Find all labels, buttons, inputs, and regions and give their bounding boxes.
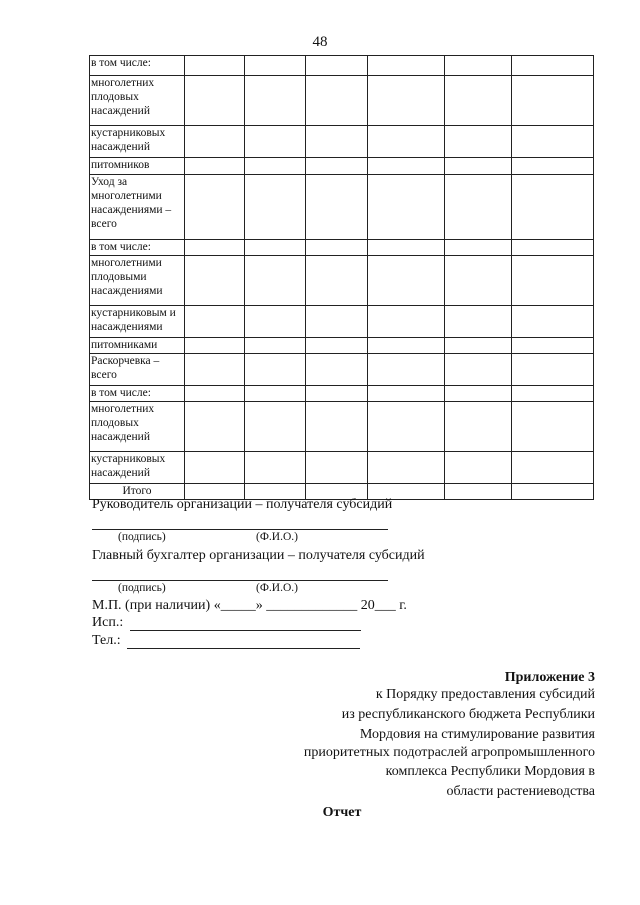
table-cell: [306, 240, 368, 256]
table-cell: [368, 158, 445, 175]
table-row: [90, 126, 594, 158]
head-sign-caption: (подпись): [118, 531, 166, 543]
executor-label: Исп.:: [92, 615, 124, 630]
row-label: Уход за многолетними насаждениями – всего: [90, 175, 185, 240]
table-cell: [306, 338, 368, 354]
table-cell: [245, 306, 306, 338]
row-label: Итого: [90, 484, 185, 500]
table-cell: [306, 76, 368, 126]
table-cell: [512, 452, 594, 484]
table-cell: [368, 452, 445, 484]
table-cell: [512, 126, 594, 158]
table-cell: [245, 126, 306, 158]
table-row: [90, 175, 594, 240]
table-cell: [368, 76, 445, 126]
phone-line: [127, 648, 360, 649]
appendix-line: области растениеводства: [446, 784, 595, 799]
table-cell: [512, 354, 594, 386]
table-row: [90, 452, 594, 484]
table-cell: [306, 354, 368, 386]
table-cell: [245, 76, 306, 126]
table-cell: [512, 56, 594, 76]
table-cell: [445, 354, 512, 386]
table-cell: [445, 240, 512, 256]
row-label: питомниками: [90, 338, 185, 354]
table-cell: [185, 175, 245, 240]
table-cell: [306, 256, 368, 306]
row-label: Раскорчевка – всего: [90, 354, 185, 386]
report-title: Отчет: [322, 805, 362, 820]
row-label: в том числе:: [90, 240, 185, 256]
table-cell: [445, 256, 512, 306]
table-row: [90, 76, 594, 126]
table-cell: [245, 158, 306, 175]
accountant-signature-label: Главный бухгалтер организации – получателя субсидий: [92, 548, 425, 563]
table-cell: [368, 354, 445, 386]
table-cell: [512, 386, 594, 402]
table-cell: [245, 402, 306, 452]
accountant-sign-caption: (подпись): [118, 582, 166, 594]
table-cell: [306, 126, 368, 158]
table-row: [90, 402, 594, 452]
table-row: [90, 386, 594, 402]
appendix-line: приоритетных подотраслей агропромышленного: [303, 745, 595, 760]
table-row: [90, 56, 594, 76]
table-cell: [306, 175, 368, 240]
appendix-line: комплекса Республики Мордовия в: [385, 764, 595, 779]
table-row: [90, 338, 594, 354]
table-cell: [185, 76, 245, 126]
appendix-line: к Порядку предоставления субсидий: [375, 687, 595, 702]
table-cell: [185, 240, 245, 256]
table-cell: [445, 338, 512, 354]
table-cell: [368, 126, 445, 158]
table-cell: [512, 256, 594, 306]
table-row: [90, 306, 594, 338]
table-cell: [445, 175, 512, 240]
row-label: питомников: [90, 158, 185, 175]
table-cell: [368, 175, 445, 240]
row-label: кустарниковых насаждений: [90, 126, 185, 158]
phone-label: Тел.:: [92, 633, 121, 648]
table-cell: [185, 338, 245, 354]
row-label: многолетними плодовыми насаждениями: [90, 256, 185, 306]
table-row: [90, 354, 594, 386]
appendix-line: из республиканского бюджета Республики: [341, 707, 595, 722]
table-cell: [245, 338, 306, 354]
table-cell: [245, 386, 306, 402]
row-label: кустарниковых насаждений: [90, 452, 185, 484]
table-cell: [306, 56, 368, 76]
table-row: [90, 256, 594, 306]
table-cell: [185, 386, 245, 402]
table-cell: [445, 484, 512, 500]
table-cell: [445, 126, 512, 158]
accountant-signature-line: [92, 580, 388, 581]
table-cell: [512, 306, 594, 338]
row-label: кустарниковым и насаждениями: [90, 306, 185, 338]
row-label: в том числе:: [90, 386, 185, 402]
table-cell: [185, 354, 245, 386]
table-cell: [306, 306, 368, 338]
row-label: в том числе:: [90, 56, 185, 76]
head-fio-caption: (Ф.И.О.): [256, 531, 298, 543]
table-cell: [512, 338, 594, 354]
table-cell: [512, 402, 594, 452]
table-cell: [512, 76, 594, 126]
head-signature-line: [92, 529, 388, 530]
table-cell: [306, 402, 368, 452]
table-cell: [185, 256, 245, 306]
stamp-date-line: М.П. (при наличии) «_____» _____________ 20___ г.: [92, 598, 407, 613]
table-cell: [185, 56, 245, 76]
table-row: [90, 158, 594, 175]
table-cell: [245, 56, 306, 76]
table-cell: [368, 56, 445, 76]
table-cell: [512, 484, 594, 500]
head-signature-label: Руководитель организации – получателя субсидий: [92, 497, 393, 512]
table-cell: [185, 452, 245, 484]
table-cell: [245, 240, 306, 256]
table-cell: [512, 175, 594, 240]
table-row: [90, 240, 594, 256]
table-cell: [445, 158, 512, 175]
table-cell: [368, 338, 445, 354]
table-cell: [245, 354, 306, 386]
table-cell: [185, 402, 245, 452]
accountant-fio-caption: (Ф.И.О.): [256, 582, 298, 594]
appendix-line: Мордовия на стимулирование развития: [359, 727, 595, 742]
executor-line: [130, 630, 361, 631]
table-cell: [185, 126, 245, 158]
table-cell: [306, 386, 368, 402]
table-cell: [306, 158, 368, 175]
table-cell: [185, 158, 245, 175]
table-cell: [306, 452, 368, 484]
table-cell: [185, 306, 245, 338]
table-cell: [245, 175, 306, 240]
table-cell: [245, 452, 306, 484]
table-cell: [368, 240, 445, 256]
table-cell: [512, 240, 594, 256]
table-cell: [512, 158, 594, 175]
table-cell: [368, 386, 445, 402]
table-cell: [445, 452, 512, 484]
table-cell: [445, 402, 512, 452]
table-cell: [445, 76, 512, 126]
row-label: многолетних плодовых насаждений: [90, 402, 185, 452]
appendix-title: Приложение 3: [504, 670, 595, 685]
table-cell: [368, 256, 445, 306]
table-cell: [245, 256, 306, 306]
data-table: [89, 55, 594, 500]
table-cell: [368, 306, 445, 338]
table-cell: [445, 386, 512, 402]
page-number: 48: [312, 34, 328, 50]
row-label: многолетних плодовых насаждений: [90, 76, 185, 126]
table-cell: [368, 402, 445, 452]
table-cell: [445, 56, 512, 76]
table-cell: [445, 306, 512, 338]
